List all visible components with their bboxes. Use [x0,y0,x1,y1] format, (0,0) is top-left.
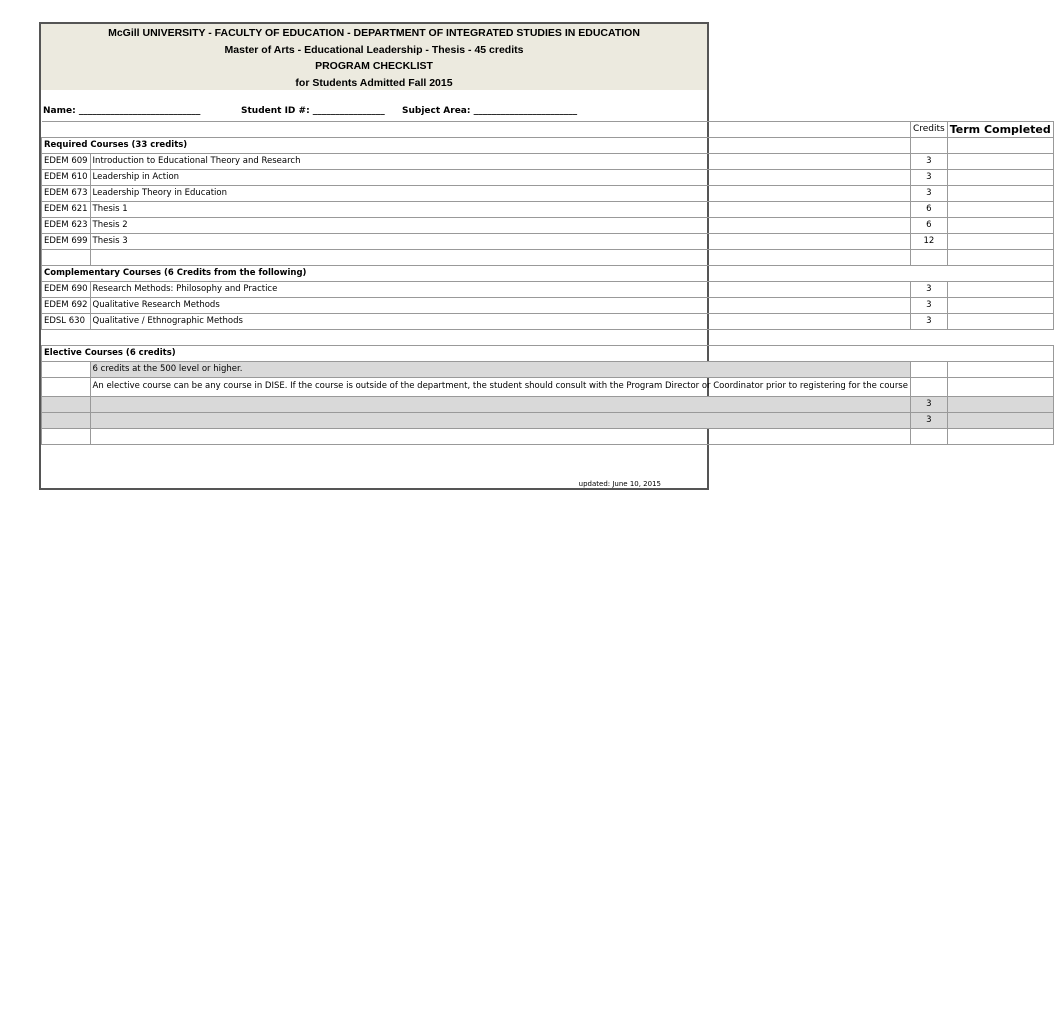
table-row [42,186,1054,202]
term-completed-cell[interactable] [947,186,1053,202]
elective-code-cell[interactable] [42,413,91,429]
course-credits: 6 [910,218,947,234]
required-heading-row [42,138,1054,154]
term-completed-cell[interactable] [947,202,1053,218]
credits-column-header: Credits [910,122,947,138]
course-title: Research Methods: Philosophy and Practice [90,282,910,298]
elective-title-cell[interactable] [90,397,910,413]
term-completed-cell[interactable] [947,298,1053,314]
course-credits: 3 [910,397,947,413]
program-checklist-sheet [39,22,1051,490]
table-row [42,397,1054,413]
elective-code-cell[interactable] [42,397,91,413]
course-title: Thesis 3 [90,234,910,250]
name-field[interactable]: Name: ___________________________ [43,106,201,116]
table-row [42,413,1054,429]
subject-area-field[interactable]: Subject Area: _______________________ [402,106,578,116]
course-credits: 6 [910,202,947,218]
checklist-header [41,24,707,90]
course-title: Leadership Theory in Education [90,186,910,202]
course-code: EDEM 692 [42,298,91,314]
elective-heading-row [42,346,1054,362]
course-title: Introduction to Educational Theory and Research [90,154,910,170]
term-completed-cell[interactable] [947,154,1053,170]
course-code: EDEM 621 [42,202,91,218]
course-credits: 3 [910,314,947,330]
course-credits: 3 [910,154,947,170]
course-credits: 3 [910,298,947,314]
course-code: EDEM 699 [42,234,91,250]
header-checklist-title: PROGRAM CHECKLIST [315,60,433,72]
term-completed-cell[interactable] [947,170,1053,186]
table-row [42,218,1054,234]
table-row [42,154,1054,170]
header-program-line: Master of Arts - Educational Leadership - Thesis - 45 credits [224,43,524,56]
course-code: EDEM 673 [42,186,91,202]
table-row [42,298,1054,314]
table-row [42,170,1054,186]
term-completed-cell[interactable] [947,413,1053,429]
term-column-header: Term Completed [947,122,1053,138]
student-id-row [41,106,707,120]
elective-heading: Elective Courses (6 credits) [42,346,1054,362]
course-code: EDEM 690 [42,282,91,298]
updated-date: updated: June 10, 2015 [578,480,661,488]
spacer-row [42,250,1054,266]
course-title: Thesis 2 [90,218,910,234]
course-credits: 3 [910,186,947,202]
required-heading: Required Courses (33 credits) [42,138,911,154]
term-completed-cell[interactable] [947,234,1053,250]
course-code: EDEM 623 [42,218,91,234]
term-completed-cell[interactable] [947,314,1053,330]
course-credits: 3 [910,170,947,186]
column-header-row [42,122,1054,138]
course-code: EDEM 610 [42,170,91,186]
student-id-field[interactable]: Student ID #: ________________ [241,106,385,116]
header-university-line: McGill UNIVERSITY - FACULTY OF EDUCATION - DEPARTMENT OF INTEGRATED STUDIES IN EDUCATION [108,27,640,39]
course-title: Thesis 1 [90,202,910,218]
course-code: EDSL 630 [42,314,91,330]
term-completed-cell[interactable] [947,282,1053,298]
spacer-row [42,330,1054,346]
course-credits: 12 [910,234,947,250]
table-row [42,282,1054,298]
course-title: Leadership in Action [90,170,910,186]
complementary-heading-row [42,266,1054,282]
complementary-heading: Complementary Courses (6 Credits from the following) [42,266,1054,282]
elective-rule-row [42,378,1054,397]
header-admission-line: for Students Admitted Fall 2015 [295,76,453,89]
elective-title-cell[interactable] [90,413,910,429]
course-code: EDEM 609 [42,154,91,170]
course-table [41,121,1054,445]
elective-note-row [42,362,1054,378]
course-credits: 3 [910,413,947,429]
course-title: Qualitative Research Methods [90,298,910,314]
term-completed-cell[interactable] [947,218,1053,234]
table-row [42,314,1054,330]
spacer-row [42,429,1054,445]
table-row [42,234,1054,250]
table-row [42,202,1054,218]
course-credits: 3 [910,282,947,298]
course-title: Qualitative / Ethnographic Methods [90,314,910,330]
elective-note-level: 6 credits at the 500 level or higher. [90,362,910,378]
term-completed-cell[interactable] [947,397,1053,413]
elective-note-rule: An elective course can be any course in DISE. If the course is outside of the department, the student should consult with the Program Director or Coordinator prior to registering for the course [90,378,910,397]
